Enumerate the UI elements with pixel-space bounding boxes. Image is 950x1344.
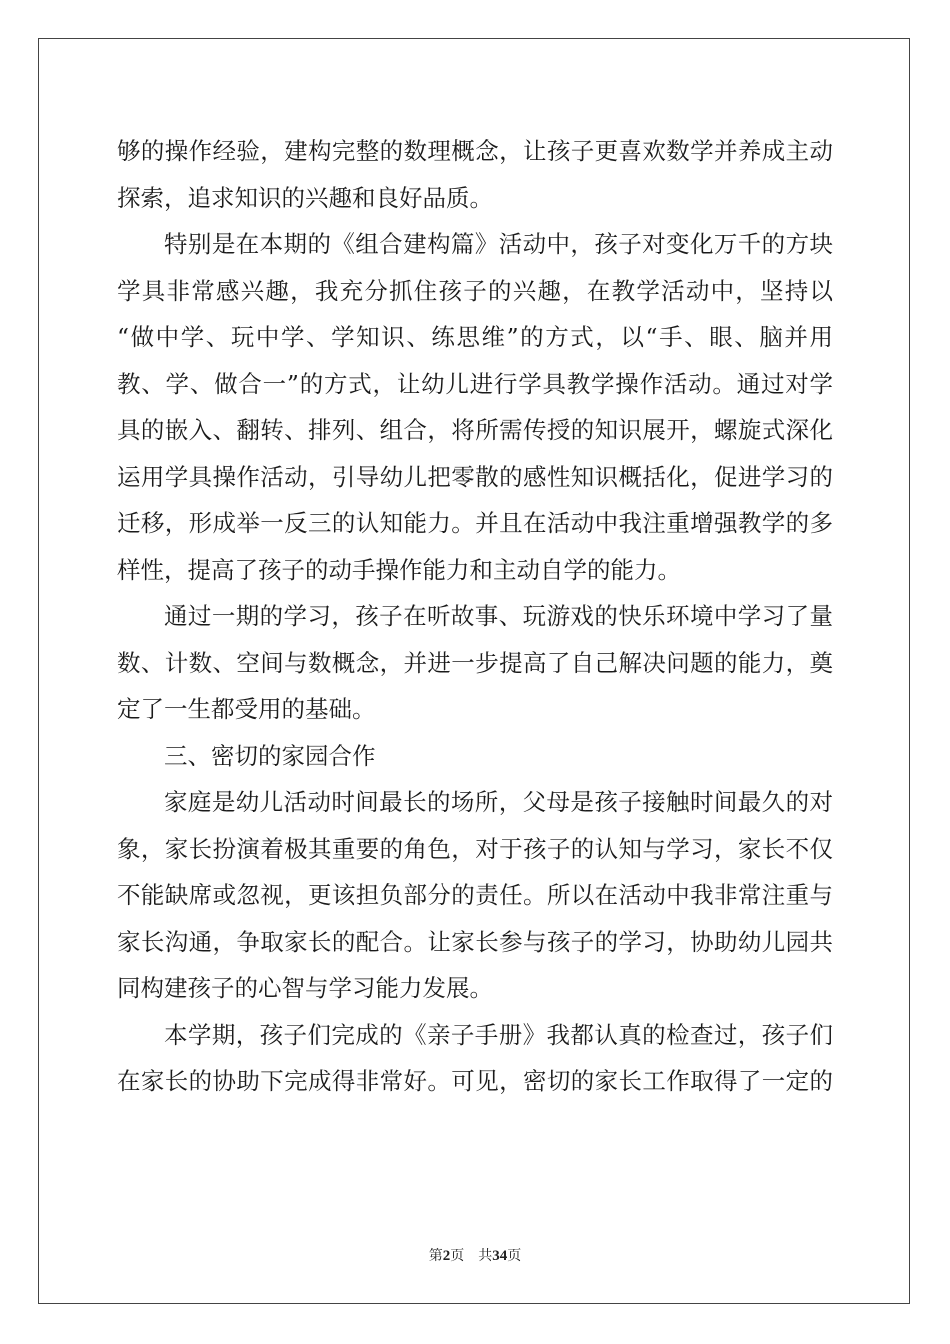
page-suffix: 页 bbox=[450, 1248, 465, 1264]
text-line: “做中学、玩中学、学知识、练思维”的方式，以“手、眼、脑并用 bbox=[117, 323, 833, 351]
page-prefix: 第 bbox=[428, 1248, 443, 1264]
page-number: 2 bbox=[442, 1248, 451, 1264]
text-line: 探索，追求知识的兴趣和良好品质。 bbox=[117, 183, 493, 212]
page-footer bbox=[0, 1246, 950, 1266]
text-line: 通过一期的学习，孩子在听故事、玩游戏的快乐环境中学习了量 bbox=[164, 602, 833, 630]
total-pages: 34 bbox=[492, 1248, 508, 1264]
text-line: 学具非常感兴趣，我充分抓住孩子的兴趣，在教学活动中，坚持以 bbox=[117, 276, 833, 305]
text-line: 数、计数、空间与数概念，并进一步提高了自己解决问题的能力，奠 bbox=[117, 648, 833, 677]
text-line: 具的嵌入、翻转、排列、组合，将所需传授的知识展开，螺旋式深化 bbox=[117, 416, 833, 444]
text-line: 够的操作经验，建构完整的数理概念，让孩子更喜欢数学并养成主动 bbox=[117, 137, 833, 165]
text-line: 同构建孩子的心智与学习能力发展。 bbox=[117, 974, 493, 1002]
total-suffix: 页 bbox=[507, 1248, 522, 1264]
text-line: 迁移，形成举一反三的认知能力。并且在活动中我注重增强教学的多 bbox=[117, 509, 833, 537]
section-heading: 三、密切的家园合作 bbox=[164, 741, 376, 770]
text-line: 本学期，孩子们完成的《亲子手册》我都认真的检查过，孩子们 bbox=[164, 1020, 833, 1049]
text-line: 在家长的协助下完成得非常好。可见，密切的家长工作取得了一定的 bbox=[117, 1067, 833, 1095]
text-line: 家庭是幼儿活动时间最长的场所，父母是孩子接触时间最久的对 bbox=[164, 788, 833, 816]
text-line: 样性，提高了孩子的动手操作能力和主动自学的能力。 bbox=[117, 555, 681, 584]
text-line: 不能缺席或忽视，更该担负部分的责任。所以在活动中我非常注重与 bbox=[117, 881, 833, 909]
text-line: 运用学具操作活动，引导幼儿把零散的感性知识概括化，促进学习的 bbox=[117, 462, 833, 491]
document-body bbox=[117, 128, 833, 1105]
text-line: 教、学、做合一”的方式，让幼儿进行学具教学操作活动。通过对学 bbox=[117, 369, 833, 398]
text-line: 特别是在本期的《组合建构篇》活动中，孩子对变化万千的方块 bbox=[164, 230, 833, 258]
total-prefix: 共 bbox=[478, 1248, 493, 1264]
text-line: 象，家长扮演着极其重要的角色，对于孩子的认知与学习，家长不仅 bbox=[117, 834, 833, 863]
text-line: 定了一生都受用的基础。 bbox=[117, 695, 376, 723]
text-line: 家长沟通，争取家长的配合。让家长参与孩子的学习，协助幼儿园共 bbox=[117, 927, 833, 956]
